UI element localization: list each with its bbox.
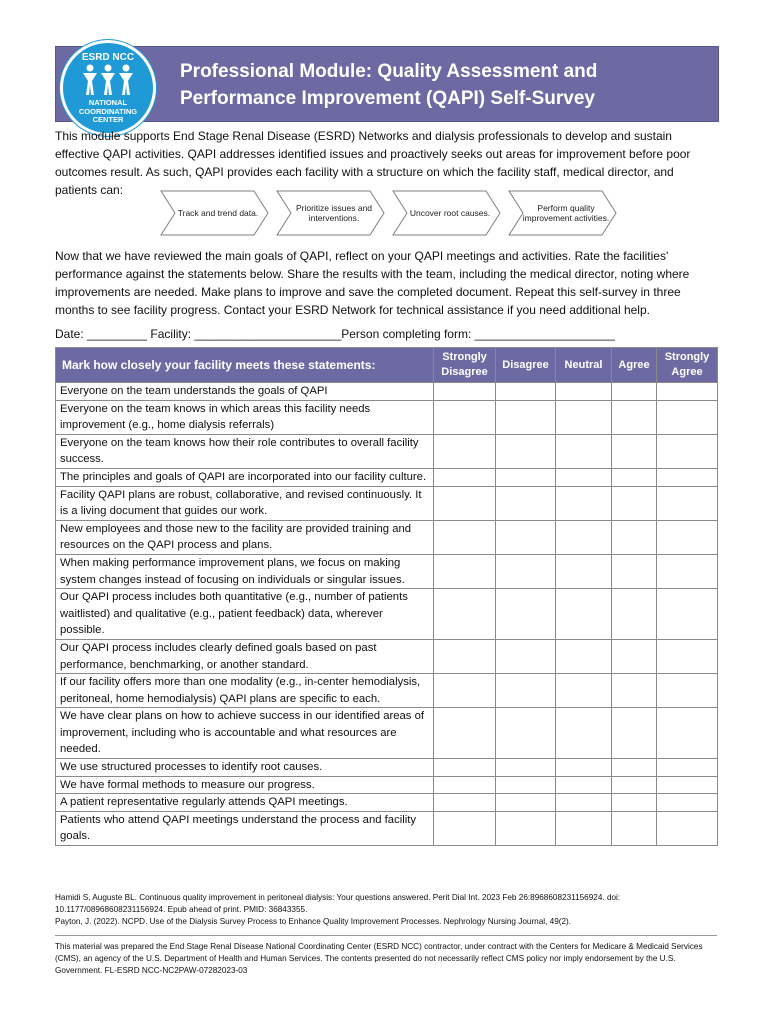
title-line: Professional Module: Quality Assessment and [180, 61, 598, 82]
step-label: Perform quality improvement activities. [522, 203, 610, 223]
rating-cell-4[interactable] [612, 400, 657, 434]
rating-cell-2[interactable] [496, 776, 556, 794]
rating-cell-3[interactable] [556, 383, 612, 401]
rating-cell-1[interactable] [434, 639, 496, 673]
rating-cell-1[interactable] [434, 554, 496, 588]
rating-cell-4[interactable] [612, 434, 657, 468]
table-row [56, 554, 718, 588]
intro-paragraph: This module supports End Stage Renal Disease (ESRD) Networks and dialysis professionals to develop and sustain effective QAPI activities. QAPI addresses identified issues and proactively seeks out areas for improvement before poor outcomes result. As such, QAPI provides each facility with a structure on which the facility staff, medical director, and patients can: [55, 129, 691, 197]
references [55, 892, 719, 928]
rating-cell-4[interactable] [612, 776, 657, 794]
self-survey-table [55, 347, 718, 846]
rating-cell-1[interactable] [434, 520, 496, 554]
rating-cell-2[interactable] [496, 383, 556, 401]
rating-cell-3[interactable] [556, 639, 612, 673]
rating-cell-3[interactable] [556, 468, 612, 486]
rating-cell-2[interactable] [496, 400, 556, 434]
qapi-steps-diagram [160, 190, 620, 236]
rating-cell-1[interactable] [434, 674, 496, 708]
table-row [56, 794, 718, 812]
survey-statement: Our QAPI process includes clearly defined goals based on past performance, benchmarking, or another standard. [56, 639, 434, 673]
rating-cell-2[interactable] [496, 520, 556, 554]
rating-cell-5[interactable] [657, 434, 718, 468]
rating-cell-4[interactable] [612, 639, 657, 673]
rating-cell-5[interactable] [657, 639, 718, 673]
rating-cell-4[interactable] [612, 554, 657, 588]
rating-cell-3[interactable] [556, 794, 612, 812]
logo-line: CENTER [92, 115, 124, 124]
survey-statement: When making performance improvement plans, we focus on making system changes instead of focusing on individuals or singular issues. [56, 554, 434, 588]
survey-statement: Everyone on the team understands the goals of QAPI [56, 383, 434, 401]
rating-cell-3[interactable] [556, 434, 612, 468]
rating-cell-3[interactable] [556, 554, 612, 588]
step-label: Uncover root causes. [409, 208, 491, 218]
survey-statement: Everyone on the team knows how their role contributes to overall facility success. [56, 434, 434, 468]
rating-cell-5[interactable] [657, 554, 718, 588]
rating-cell-2[interactable] [496, 468, 556, 486]
rating-cell-2[interactable] [496, 434, 556, 468]
rating-cell-2[interactable] [496, 639, 556, 673]
table-row [56, 468, 718, 486]
rating-cell-3[interactable] [556, 486, 612, 520]
survey-statement: We have clear plans on how to achieve success in our identified areas of improvement, including who is accountable and what resources are needed. [56, 708, 434, 759]
rating-cell-3[interactable] [556, 520, 612, 554]
title-line: Performance Improvement (QAPI) Self-Survey [180, 88, 595, 109]
table-row [56, 708, 718, 759]
survey-statement: Patients who attend QAPI meetings understand the process and facility goals. [56, 811, 434, 845]
rating-cell-5[interactable] [657, 759, 718, 777]
rating-cell-4[interactable] [612, 520, 657, 554]
rating-cell-3[interactable] [556, 776, 612, 794]
survey-statement: We use structured processes to identify root causes. [56, 759, 434, 777]
reference-item: Hamidi S, Auguste BL. Continuous quality improvement in peritoneal dialysis: Your questions answered. Perit Dial Int. 2023 Feb 26:8968608231156924. doi: 10.1177/08968608231156924. Epub ahead of print. PMID: 36843355. [55, 893, 621, 914]
rating-cell-4[interactable] [612, 759, 657, 777]
table-row [56, 776, 718, 794]
people-group-icon [63, 63, 153, 102]
rating-cell-2[interactable] [496, 589, 556, 640]
rating-cell-5[interactable] [657, 468, 718, 486]
table-row [56, 589, 718, 640]
logo-line: COORDINATING [78, 106, 138, 116]
rating-cell-1[interactable] [434, 776, 496, 794]
table-row [56, 639, 718, 673]
rating-cell-3[interactable] [556, 589, 612, 640]
logo-bottom-text [63, 99, 153, 125]
rating-cell-1[interactable] [434, 383, 496, 401]
rating-cell-4[interactable] [612, 486, 657, 520]
rating-cell-2[interactable] [496, 811, 556, 845]
survey-statement: Our QAPI process includes both quantitative (e.g., number of patients waitlisted) and qualitative (e.g., patient feedback) data, wherever possible. [56, 589, 434, 640]
survey-statement: A patient representative regularly attends QAPI meetings. [56, 794, 434, 812]
footer-divider [55, 935, 717, 936]
table-row [56, 520, 718, 554]
rating-cell-5[interactable] [657, 520, 718, 554]
rating-cell-2[interactable] [496, 708, 556, 759]
rating-cell-5[interactable] [657, 486, 718, 520]
survey-statement: We have formal methods to measure our progress. [56, 776, 434, 794]
logo-top-text: ESRD NCC [81, 52, 135, 63]
rating-cell-4[interactable] [612, 794, 657, 812]
rating-cell-5[interactable] [657, 776, 718, 794]
table-row [56, 383, 718, 401]
esrd-ncc-logo [60, 40, 156, 136]
survey-statement: The principles and goals of QAPI are incorporated into our facility culture. [56, 468, 434, 486]
rating-cell-5[interactable] [657, 708, 718, 759]
rating-cell-1[interactable] [434, 400, 496, 434]
table-row [56, 811, 718, 845]
rating-cell-5[interactable] [657, 589, 718, 640]
rating-cell-3[interactable] [556, 759, 612, 777]
rating-cell-1[interactable] [434, 468, 496, 486]
rating-cell-4[interactable] [612, 468, 657, 486]
rating-cell-1[interactable] [434, 589, 496, 640]
rating-cell-1[interactable] [434, 811, 496, 845]
rating-cell-2[interactable] [496, 794, 556, 812]
rating-cell-1[interactable] [434, 486, 496, 520]
column-header: Strongly Disagree [434, 348, 496, 383]
rating-cell-4[interactable] [612, 674, 657, 708]
survey-statement: New employees and those new to the facility are provided training and resources on the QAPI process and plans. [56, 520, 434, 554]
column-header: Strongly Agree [657, 348, 718, 383]
rating-cell-2[interactable] [496, 759, 556, 777]
step-label: Prioritize issues and interventions. [295, 203, 373, 223]
rating-cell-2[interactable] [496, 674, 556, 708]
rating-cell-5[interactable] [657, 794, 718, 812]
rating-cell-2[interactable] [496, 554, 556, 588]
rating-cell-1[interactable] [434, 794, 496, 812]
table-row [56, 434, 718, 468]
rating-cell-3[interactable] [556, 811, 612, 845]
rating-cell-3[interactable] [556, 674, 612, 708]
rating-cell-5[interactable] [657, 811, 718, 845]
rating-cell-4[interactable] [612, 589, 657, 640]
table-row [56, 400, 718, 434]
table-row [56, 759, 718, 777]
rating-cell-2[interactable] [496, 486, 556, 520]
table-row [56, 674, 718, 708]
footer-disclaimer: This material was prepared the End Stage Renal Disease National Coordinating Center (ESRD NCC) contractor, under contract with the Centers for Medicare & Medicaid Services (CMS), an agency of the U.S. Department of Health and Human Services. The contents presented do not necessarily reflect CMS policy nor imply endorsement by the U.S. Government. FL-ESRD NCC-NC2PAW-07282023-03 [55, 942, 703, 975]
logo-line: NATIONAL [88, 98, 128, 107]
rating-cell-3[interactable] [556, 708, 612, 759]
form-fields-line[interactable]: Date: _________ Facility: ______________________Person completing form: _____________________ [55, 327, 615, 341]
column-header: Agree [612, 348, 657, 383]
rating-cell-1[interactable] [434, 434, 496, 468]
rating-cell-3[interactable] [556, 400, 612, 434]
rating-cell-1[interactable] [434, 759, 496, 777]
column-header: Disagree [496, 348, 556, 383]
rating-cell-4[interactable] [612, 708, 657, 759]
page-title [180, 58, 700, 112]
column-header: Neutral [556, 348, 612, 383]
reference-item: Payton, J. (2022). NCPD. Use of the Dialysis Survey Process to Enhance Quality Improvement Processes. Nephrology Nursing Journal, 49(2). [55, 917, 572, 926]
rating-cell-5[interactable] [657, 383, 718, 401]
survey-statement: If our facility offers more than one modality (e.g., in-center hemodialysis, peritoneal, home hemodialysis) QAPI plans are specific to each. [56, 674, 434, 708]
rating-cell-4[interactable] [612, 383, 657, 401]
rating-cell-4[interactable] [612, 811, 657, 845]
step-label: Track and trend data. [177, 208, 259, 218]
survey-statement: Facility QAPI plans are robust, collaborative, and revised continuously. It is a living document that guides our work. [56, 486, 434, 520]
survey-statement: Everyone on the team knows in which areas this facility needs improvement (e.g., home dialysis referrals) [56, 400, 434, 434]
rating-cell-5[interactable] [657, 400, 718, 434]
instructions-paragraph: Now that we have reviewed the main goals of QAPI, reflect on your QAPI meetings and activities. Rate the facilities' performance against the statements below. Share the results with the team, including the medical director, noting where improvements are needed. Make plans to improve and save the completed document. Repeat this self-survey in three months to see facility progress. Contact your ESRD Network for technical assistance if you need additional help. [55, 249, 690, 317]
table-row [56, 486, 718, 520]
rating-cell-1[interactable] [434, 708, 496, 759]
table-header-statement: Mark how closely your facility meets these statements: [56, 348, 434, 383]
rating-cell-5[interactable] [657, 674, 718, 708]
